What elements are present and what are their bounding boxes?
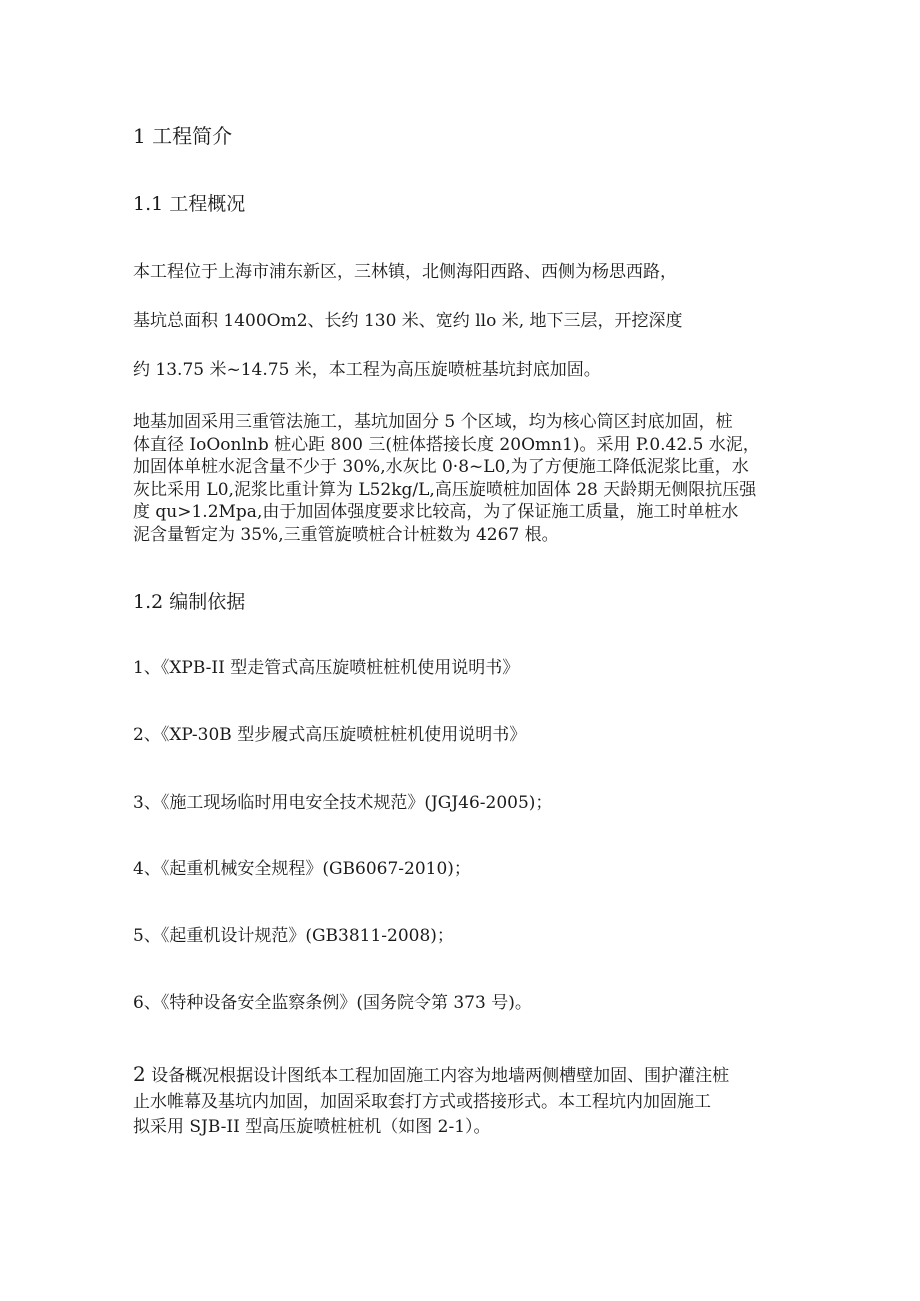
section-2-line-1 bbox=[133, 1063, 793, 1088]
paragraph-line: 度 qu>1.2Mpa,由于加固体强度要求比较高，为了保证施工质量，施工时单桩水 bbox=[133, 502, 739, 522]
section-2-line-1-text: 设备概况根据设计图纸本工程加固施工内容为地墙两侧槽壁加固、围护灌注桩 bbox=[145, 1066, 730, 1086]
section-2-paragraph bbox=[133, 1063, 793, 1139]
section-1-1-heading: 1.1 工程概况 bbox=[133, 193, 246, 215]
paragraph-line: 地基加固采用三重管法施工，基坑加固分 5 个区域，均为核心筒区封底加固，桩 bbox=[133, 412, 733, 432]
paragraph-line: 加固体单桩水泥含量不少于 30%,水灰比 0·8~L0,为了方便施工降低泥浆比重，水 bbox=[133, 457, 749, 477]
paragraph-line: 灰比采用 L0,泥浆比重计算为 L52kg∕L,高压旋喷桩加固体 28 天龄期无侧限抗压强 bbox=[133, 479, 757, 500]
paragraph-line: 体直径 IoOonlnb 桩心距 800 三(桩体搭接长度 20Omn1)。采用 P.0.42.5 水泥， bbox=[133, 434, 760, 455]
reinforcement-paragraph bbox=[133, 411, 793, 546]
reference-item-6: 6、《特种设备安全监察条例》(国务院令第 373 号)。 bbox=[133, 993, 532, 1013]
section-2-number: 2 bbox=[133, 1062, 146, 1086]
reference-item-4: 4、《起重机械安全规程》(GB6067-2010)； bbox=[133, 859, 471, 879]
section-2-line-2: 止水帷幕及基坑内加固，加固采取套打方式或搭接形式。本工程坑内加固施工 bbox=[133, 1091, 711, 1112]
overview-line-1: 本工程位于上海市浦东新区，三林镇，北侧海阳西路、西侧为杨思西路， bbox=[133, 262, 677, 282]
overview-line-2: 基坑总面积 1400Om2、长约 130 米、宽约 llo 米, 地下三层，开挖深度 bbox=[133, 311, 683, 331]
reference-item-2: 2、《XP-30B 型步履式高压旋喷桩桩机使用说明书》 bbox=[133, 725, 527, 745]
reference-item-5: 5、《起重机设计规范》(GB3811-2008)； bbox=[133, 926, 454, 946]
reference-item-1: 1、《XPB-II 型走管式高压旋喷桩桩机使用说明书》 bbox=[133, 658, 520, 678]
section-1-heading: 1 工程简介 bbox=[133, 124, 233, 148]
section-1-2-heading: 1.2 编制依据 bbox=[133, 591, 246, 613]
paragraph-line: 泥含量暂定为 35%,三重管旋喷桩合计桩数为 4267 根。 bbox=[133, 524, 559, 545]
overview-line-3: 约 13.75 米~14.75 米，本工程为高压旋喷桩基坑封底加固。 bbox=[133, 360, 601, 380]
section-2-line-3: 拟采用 SJB-II 型高压旋喷桩桩机（如图 2-1）。 bbox=[133, 1117, 491, 1137]
reference-item-3: 3、《施工现场临时用电安全技术规范》(JGJ46-2005)； bbox=[133, 793, 553, 813]
